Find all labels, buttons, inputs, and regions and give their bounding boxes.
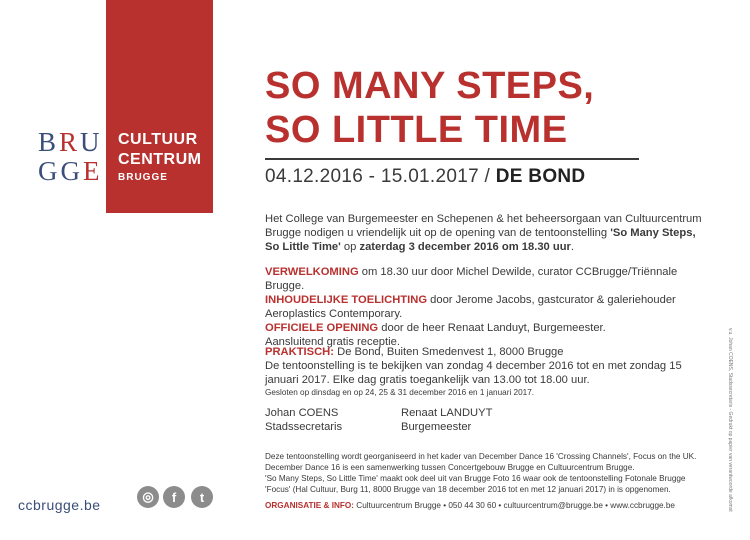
reception-text: Aansluitend gratis receptie. bbox=[265, 336, 400, 348]
twitter-icon[interactable]: t bbox=[191, 486, 213, 508]
practical-label: PRAKTISCH: bbox=[265, 346, 334, 358]
cc-title-line2: CENTRUM bbox=[118, 151, 202, 168]
footer-note: Deze tentoonstelling wordt georganiseerd in het kader van December Dance 16 'Crossing Channels', Focus on the UK. bbox=[265, 452, 697, 461]
title-divider bbox=[265, 158, 639, 160]
official-label: OFFICIELE OPENING bbox=[265, 322, 379, 334]
signature-block-1 bbox=[265, 406, 342, 434]
signatory-name: Johan COENS bbox=[265, 407, 339, 419]
invitation-on: op bbox=[340, 241, 360, 253]
event-title-line1: SO MANY STEPS, bbox=[265, 65, 595, 107]
footer-note: December Dance 16 is een samenwerking tussen Concertgebouw Brugge en Cultuurcentrum Brugge. bbox=[265, 463, 635, 472]
signatory-role: Stadssecretaris bbox=[265, 421, 343, 433]
logo-letter: R bbox=[59, 127, 81, 157]
practical-info bbox=[265, 345, 710, 398]
organisation-info bbox=[265, 501, 675, 510]
invitation-text bbox=[265, 212, 710, 254]
event-title bbox=[265, 64, 594, 152]
exhibition-quote: 'So Many Steps, So Little Time' bbox=[265, 227, 696, 253]
brugge-logo bbox=[38, 127, 103, 186]
logo-letter: B bbox=[38, 127, 60, 157]
practical-address: De Bond, Buiten Smedenvest 1, 8000 Brugge bbox=[334, 346, 564, 358]
practical-details: De tentoonstelling is te bekijken van zondag 4 december 2016 tot en met zondag 15 januari 2017. Elke dag gratis toegankelijk van 13.00 tot 18.00 uur. bbox=[265, 360, 682, 386]
org-contact: Cultuurcentrum Brugge • 050 44 30 60 • cultuurcentrum@brugge.be • www.ccbrugge.be bbox=[354, 501, 675, 510]
program-text bbox=[265, 265, 710, 349]
signature-block-2 bbox=[401, 406, 492, 434]
instagram-icon[interactable]: ◎ bbox=[137, 486, 159, 508]
venue-name: DE BOND bbox=[495, 166, 586, 187]
logo-letter: G bbox=[60, 156, 83, 186]
opening-datetime: zaterdag 3 december 2016 om 18.30 uur bbox=[359, 241, 571, 253]
cultuurcentrum-logo-subtitle: BRUGGE bbox=[118, 172, 168, 183]
logo-row-2 bbox=[38, 156, 103, 186]
logo-letter: G bbox=[38, 156, 61, 186]
logo-letter: E bbox=[83, 156, 103, 186]
date-range: 04.12.2016 - 15.01.2017 / bbox=[265, 166, 496, 187]
cc-title-line1: CULTUUR bbox=[118, 131, 198, 148]
org-label: ORGANISATIE & INFO: bbox=[265, 501, 354, 510]
logo-row-1 bbox=[38, 127, 103, 157]
invitation-body: Het College van Burgemeester en Schepenen & het beheersorgaan van Cultuurcentrum Brugge nodigen u vriendelijk uit op de opening van de tentoonstelling bbox=[265, 213, 702, 239]
welcome-text: om 18.30 uur door Michel Dewilde, curator CCBrugge/Triënnale Brugge. bbox=[265, 266, 678, 292]
official-text: door de heer Renaat Landuyt, Burgemeester. bbox=[378, 322, 606, 334]
logo-letter: U bbox=[80, 127, 103, 157]
event-dates bbox=[265, 166, 585, 188]
signatory-role: Burgemeester bbox=[401, 421, 472, 433]
facebook-icon[interactable]: f bbox=[163, 486, 185, 508]
closing-days: Gesloten op dinsdag en op 24, 25 & 31 december 2016 en 1 januari 2017. bbox=[265, 388, 535, 397]
footer-note: 'So Many Steps, So Little Time' maakt ook deel uit van Brugge Foto 16 waar ook de tentoonstelling Fotonale Brugge 'Focus' (Hal Cultuur, Burg 11, 8000 Brugge van 18 december 2016 tot en met 12 januari 2017) in is opgenomen. bbox=[265, 474, 686, 494]
intro-text: door Jerome Jacobs, gastcurator & galeriehouder Aeroplastics Contemporary. bbox=[265, 294, 676, 320]
cultuurcentrum-logo-title bbox=[118, 130, 202, 170]
intro-label: INHOUDELIJKE TOELICHTING bbox=[265, 294, 428, 306]
signatory-name: Renaat LANDUYT bbox=[401, 407, 493, 419]
welcome-label: VERWELKOMING bbox=[265, 266, 359, 278]
website-link[interactable]: ccbrugge.be bbox=[18, 497, 101, 513]
footer-notes bbox=[265, 451, 710, 495]
publisher-note: v.u. Johan COENS, Stadssecretaris - Gedrukt op papier van verantwoorde afkomst bbox=[727, 328, 733, 512]
event-title-line2: SO LITTLE TIME bbox=[265, 109, 568, 151]
invitation-end: . bbox=[570, 241, 575, 253]
